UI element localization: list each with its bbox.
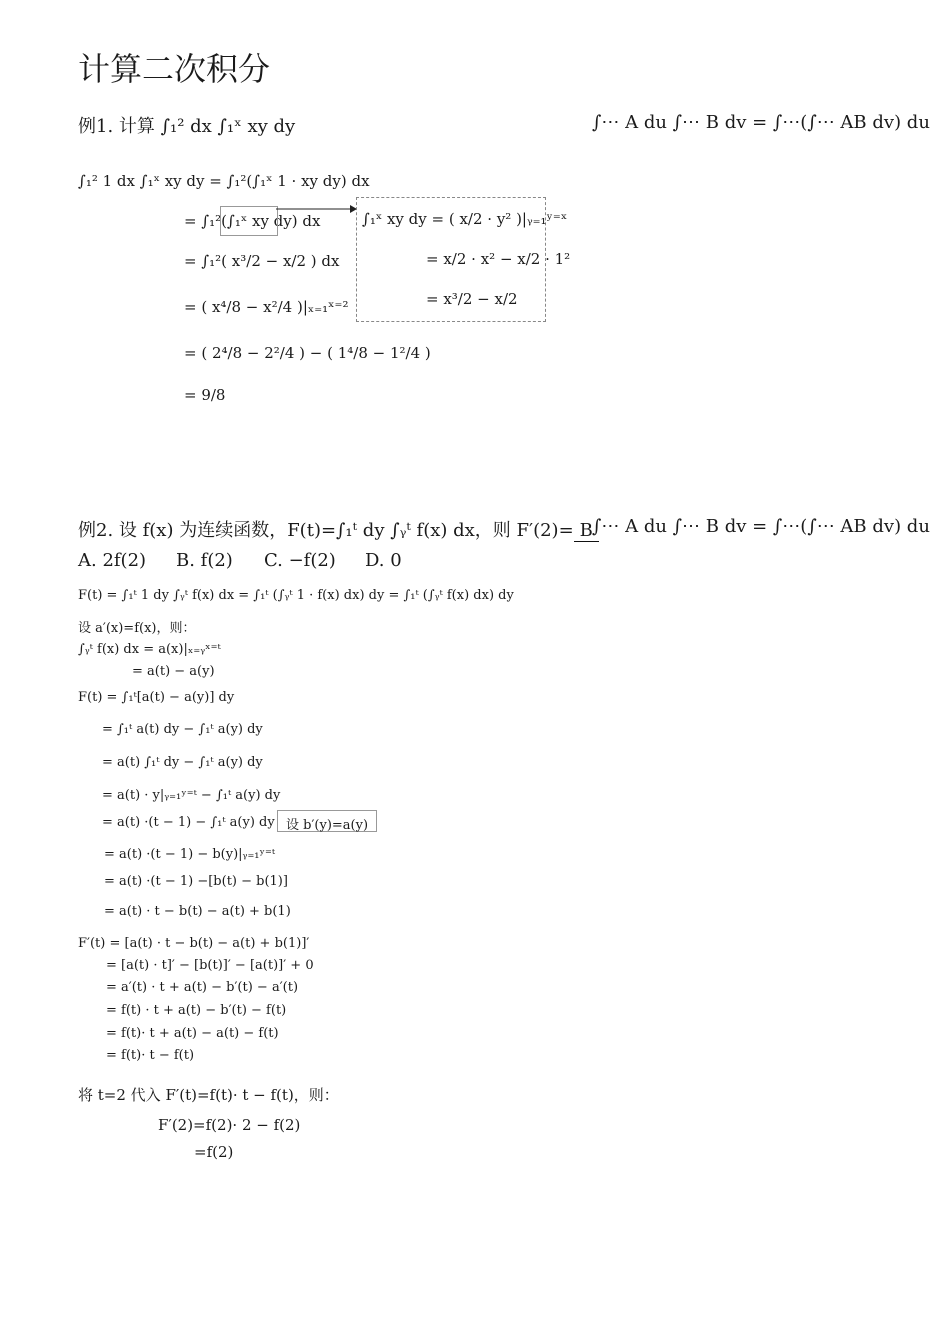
inner-line-3: = x³/2 − x/2 xyxy=(426,290,518,308)
ex1-line-5: = ( 2⁴/8 − 2²/4 ) − ( 1⁴/8 − 1²/4 ) xyxy=(184,344,431,362)
formula-hint-1: ∫⋯ A du ∫⋯ B dv = ∫⋯(∫⋯ AB dv) du xyxy=(592,112,930,133)
ex2-line-7: = a(t) ∫₁ᵗ dy − ∫₁ᵗ a(y) dy xyxy=(102,755,263,770)
ex2-line-2: 设 a′(x)=f(x)，则： xyxy=(78,621,196,636)
ex2-line-3: ∫ᵧᵗ f(x) dx = a(x)|ₓ₌ᵧˣ⁼ᵗ xyxy=(78,642,221,657)
ex2-line-12: = a(t) · t − b(t) − a(t) + b(1) xyxy=(104,904,291,919)
inner-line-1: ∫₁ˣ xy dy = ( x/2 · y² )|ᵧ₌₁ʸ⁼ˣ xyxy=(362,210,568,228)
ex2-line-8: = a(t) · y|ᵧ₌₁ʸ⁼ᵗ − ∫₁ᵗ a(y) dy xyxy=(102,788,281,803)
ex1-line-4: = ( x⁴/8 − x²/4 )|ₓ₌₁ˣ⁼² xyxy=(184,298,349,316)
deriv-line-6: = f(t)· t − f(t) xyxy=(106,1048,195,1063)
ex2-line-10: = a(t) ·(t − 1) − b(y)|ᵧ₌₁ʸ⁼ᵗ xyxy=(104,847,276,862)
ex1-line-1: ∫₁² 1 dx ∫₁ˣ xy dy = ∫₁²(∫₁ˣ 1 · xy dy) dx xyxy=(78,172,370,190)
ex2-line-1: F(t) = ∫₁ᵗ 1 dy ∫ᵧᵗ f(x) dx = ∫₁ᵗ (∫ᵧᵗ 1 · f(x) dx) dy = ∫₁ᵗ (∫ᵧᵗ f(x) dx) dy xyxy=(78,588,514,603)
ex2-line-5: F(t) = ∫₁ᵗ[a(t) − a(y)] dy xyxy=(78,690,235,705)
ex1-line-3: = ∫₁²( x³/2 − x/2 ) dx xyxy=(184,252,340,270)
deriv-line-5: = f(t)· t + a(t) − a(t) − f(t) xyxy=(106,1026,279,1041)
deriv-line-1: F′(t) = [a(t) · t − b(t) − a(t) + b(1)]′ xyxy=(78,936,310,951)
inner-line-2: = x/2 · x² − x/2 · 1² xyxy=(426,250,571,268)
deriv-line-3: = a′(t) · t + a(t) − b′(t) − a′(t) xyxy=(106,980,299,995)
ex2-line-6: = ∫₁ᵗ a(t) dy − ∫₁ᵗ a(y) dy xyxy=(102,722,263,737)
ex1-line-6: = 9/8 xyxy=(184,386,226,404)
highlight-box xyxy=(220,206,278,236)
option-a: A. 2f(2) xyxy=(78,550,147,571)
option-d: D. 0 xyxy=(365,550,402,571)
ex2-line-4: = a(t) − a(y) xyxy=(132,664,215,679)
note-box: 设 b′(y)=a(y) xyxy=(277,810,377,832)
formula-hint-2: ∫⋯ A du ∫⋯ B dv = ∫⋯(∫⋯ AB dv) du xyxy=(592,516,930,537)
result-line-1: F′(2)=f(2)· 2 − f(2) xyxy=(158,1116,301,1134)
ex1-line-2: = ∫₁²(∫₁ˣ xy dy) dx xyxy=(184,212,321,230)
ex2-line-11: = a(t) ·(t − 1) −[b(t) − b(1)] xyxy=(104,874,288,889)
page-title: 计算二次积分 xyxy=(78,50,271,88)
substitute-line: 将 t=2 代入 F′(t)=f(t)· t − f(t)，则： xyxy=(78,1086,339,1104)
deriv-line-2: = [a(t) · t]′ − [b(t)]′ − [a(t)]′ + 0 xyxy=(106,958,314,973)
answer-blank: B xyxy=(574,520,599,542)
option-c: C. −f(2) xyxy=(264,550,336,571)
deriv-line-4: = f(t) · t + a(t) − b′(t) − f(t) xyxy=(106,1003,287,1018)
example-1-heading: 例1. 计算 ∫₁² dx ∫₁ˣ xy dy xyxy=(78,116,296,137)
result-line-2: =f(2) xyxy=(194,1143,234,1161)
example-2-question: 例2. 设 f(x) 为连续函数，F(t)=∫₁ᵗ dy ∫ᵧᵗ f(x) dx，则 F′(2)= xyxy=(78,520,574,541)
option-b: B. f(2) xyxy=(176,550,233,571)
example-2-heading xyxy=(78,516,599,542)
arrow-icon xyxy=(276,202,358,216)
ex2-line-9: = a(t) ·(t − 1) − ∫₁ᵗ a(y) dy xyxy=(102,815,275,830)
